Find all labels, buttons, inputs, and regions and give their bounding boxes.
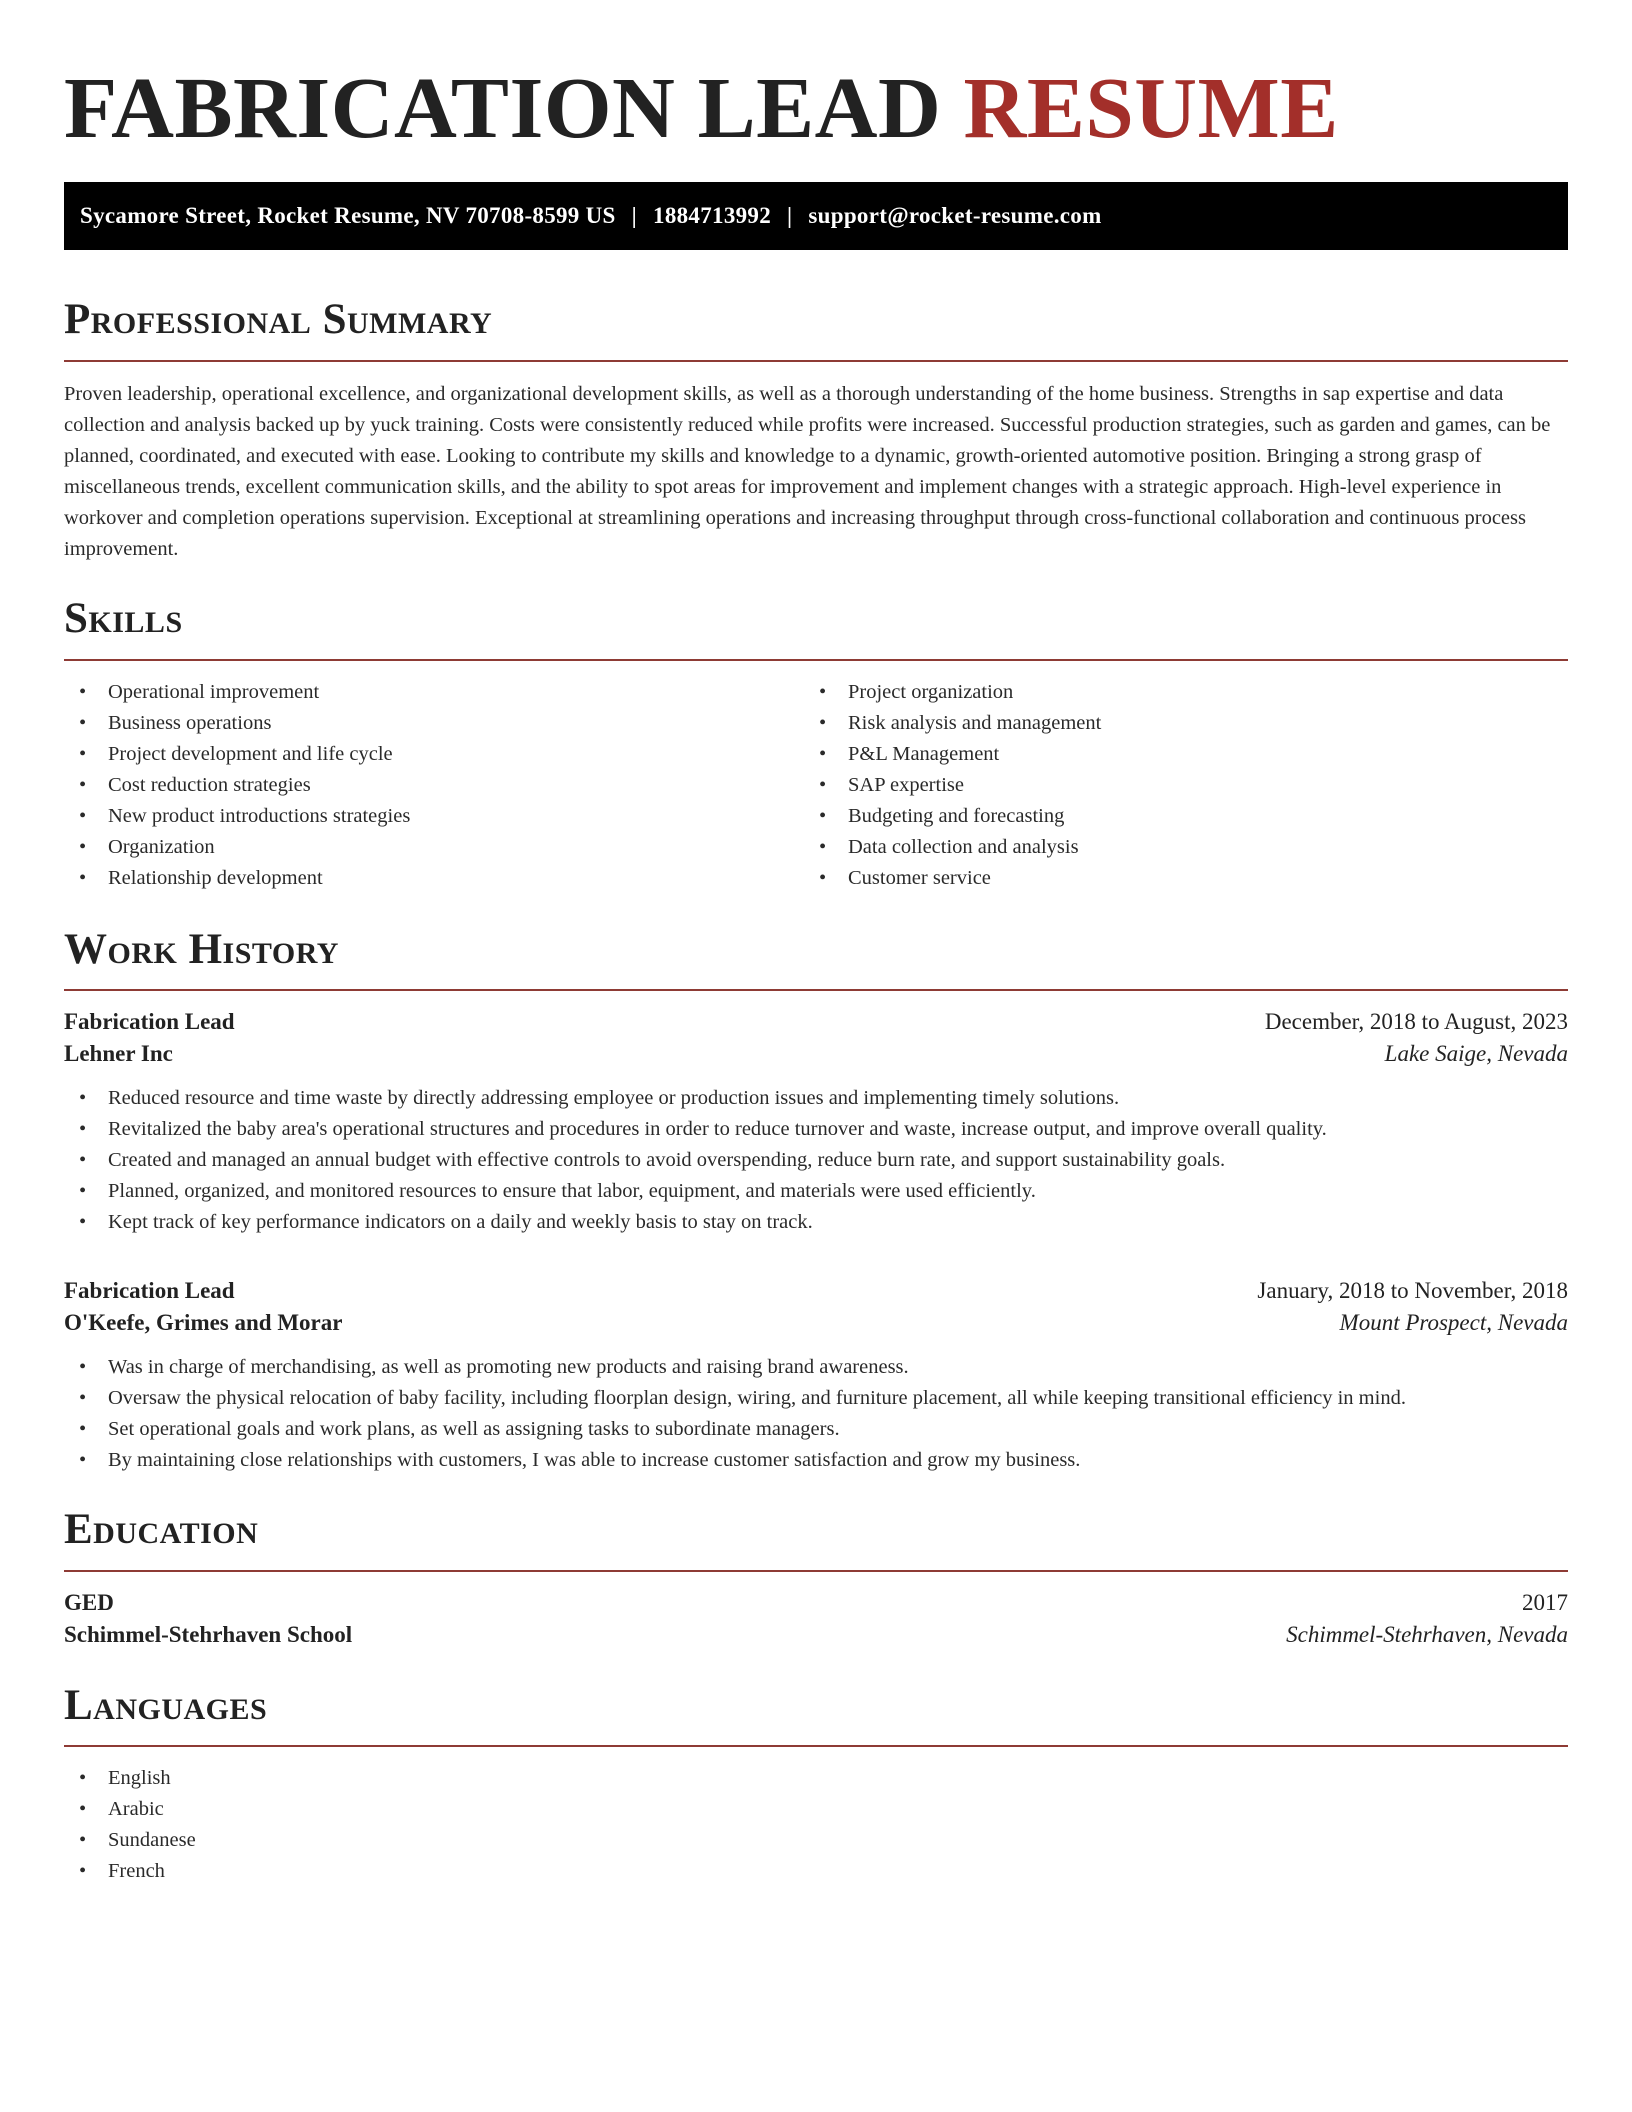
list-item (64, 863, 804, 894)
list-item-text: Organization (108, 835, 215, 858)
job-employer: Lehner Inc (64, 1041, 173, 1067)
bullet-icon: • (79, 835, 87, 858)
bullet-icon: • (79, 1449, 87, 1472)
list-item-text: English (108, 1767, 171, 1790)
list-item-text: Project development and life cycle (108, 742, 393, 765)
list-item (64, 1414, 1568, 1445)
bullet-icon: • (79, 1829, 87, 1852)
list-item-text: Relationship development (108, 866, 323, 889)
list-item (64, 1763, 1568, 1794)
bullet-icon: • (79, 711, 87, 734)
skills-section (64, 593, 1568, 894)
bullet-icon: • (819, 711, 827, 734)
bullet-icon: • (819, 773, 827, 796)
bullet-icon: • (79, 804, 87, 827)
title-accent: RESUME (963, 59, 1339, 156)
list-item (64, 832, 804, 863)
bullet-icon: • (79, 1180, 87, 1203)
list-item (64, 1114, 1568, 1145)
list-item-text: Oversaw the physical relocation of baby facility, including floorplan design, wiring, and furniture placement, all while keeping transitional efficiency in mind. (108, 1387, 1406, 1410)
education-heading: Education (64, 1506, 259, 1554)
list-item-text: Arabic (108, 1798, 164, 1821)
skills-list-right (804, 677, 1544, 894)
list-item-text: Was in charge of merchandising, as well as promoting new products and raising brand awareness. (108, 1356, 909, 1379)
list-item (64, 1083, 1568, 1114)
list-item-text: Set operational goals and work plans, as well as assigning tasks to subordinate managers. (108, 1418, 840, 1441)
bullet-icon: • (79, 1118, 87, 1141)
list-item-text: Cost reduction strategies (108, 773, 311, 796)
section-divider (64, 989, 1568, 991)
summary-section (64, 294, 1568, 565)
bullet-icon: • (819, 835, 827, 858)
contact-address: Sycamore Street, Rocket Resume, NV 70708-8599 US (80, 203, 616, 229)
contact-separator: | (631, 203, 638, 229)
languages-heading: Languages (64, 1681, 268, 1729)
list-item-text: Reduced resource and time waste by directly addressing employee or production issues and implementing timely solutions. (108, 1087, 1120, 1110)
job-title: Fabrication Lead (64, 1009, 235, 1035)
summary-heading: Professional Summary (64, 296, 493, 344)
education-year: 2017 (1522, 1589, 1568, 1615)
skills-list-left (64, 677, 804, 894)
bullet-icon: • (79, 1418, 87, 1441)
bullet-icon: • (79, 742, 87, 765)
bullet-icon: • (819, 804, 827, 827)
list-item (64, 677, 804, 708)
list-item-text: By maintaining close relationships with customers, I was able to increase customer satisfaction and grow my business. (108, 1449, 1081, 1472)
languages-section (64, 1680, 1568, 1888)
education-school: Schimmel-Stehrhaven School (64, 1621, 353, 1647)
list-item-text: Data collection and analysis (848, 835, 1079, 858)
list-item (804, 677, 1544, 708)
contact-email[interactable]: support@rocket-resume.com (808, 203, 1102, 229)
section-divider (64, 659, 1568, 661)
education-degree: GED (64, 1589, 114, 1615)
bullet-icon: • (79, 773, 87, 796)
contact-bar (64, 182, 1568, 250)
list-item (804, 863, 1544, 894)
list-item-text: SAP expertise (848, 773, 964, 796)
list-item (804, 832, 1544, 863)
list-item-text: Project organization (848, 680, 1014, 703)
bullet-icon: • (79, 866, 87, 889)
job-entry (64, 1278, 1568, 1476)
bullet-icon: • (79, 1149, 87, 1172)
bullet-icon: • (819, 742, 827, 765)
list-item (64, 1176, 1568, 1207)
list-item (64, 1445, 1568, 1476)
list-item-text: Operational improvement (108, 680, 320, 703)
job-entry (64, 1009, 1568, 1238)
list-item-text: Sundanese (108, 1829, 196, 1852)
list-item-text: Customer service (848, 866, 991, 889)
list-item-text: New product introductions strategies (108, 804, 411, 827)
list-item-text: Budgeting and forecasting (848, 804, 1065, 827)
list-item (64, 1856, 1568, 1887)
bullet-icon: • (79, 1860, 87, 1883)
job-title: Fabrication Lead (64, 1278, 235, 1304)
bullet-icon: • (79, 1767, 87, 1790)
list-item (64, 1352, 1568, 1383)
list-item-text: P&L Management (848, 742, 1000, 765)
job-location: Lake Saige, Nevada (1384, 1041, 1568, 1067)
list-item-text: Risk analysis and management (848, 711, 1102, 734)
list-item (804, 739, 1544, 770)
list-item (64, 801, 804, 832)
contact-separator: | (787, 203, 793, 229)
bullet-icon: • (819, 866, 827, 889)
work-section (64, 924, 1568, 1477)
list-item (64, 739, 804, 770)
list-item (804, 801, 1544, 832)
job-dates: January, 2018 to November, 2018 (1257, 1278, 1568, 1304)
languages-list (64, 1763, 1568, 1887)
bullet-icon: • (79, 1356, 87, 1379)
bullet-icon: • (79, 1087, 87, 1110)
list-item (804, 770, 1544, 801)
job-bullets (64, 1083, 1568, 1238)
list-item-text: Kept track of key performance indicators on a daily and weekly basis to stay on track. (108, 1211, 813, 1234)
bullet-icon: • (79, 1387, 87, 1410)
summary-text: Proven leadership, operational excellence, and organizational development skills, as well as a thorough understanding of the home business. Strengths in sap expertise and data collection and analysis backed up by yuck training. Costs were consistently reduced while profits were increased. Successful production strategies, such as garden and games, can be planned, coordinated, and executed with ease. Looking to contribute my skills and knowledge to a dynamic, growth-oriented automotive position. Bringing a strong grasp of miscellaneous trends, excellent communication skills, and the ability to spot areas for improvement and implement changes with a strategic approach. High-level experience in workover and completion operations supervision. Exceptional at streamlining operations and increasing throughput through cross-functional collaboration and continuous process improvement. (64, 382, 1551, 560)
bullet-icon: • (79, 1211, 87, 1234)
list-item-text: Created and managed an annual budget with effective controls to avoid overspending, reduce burn rate, and support sustainability goals. (108, 1149, 1226, 1172)
job-location: Mount Prospect, Nevada (1339, 1310, 1568, 1336)
list-item (64, 1383, 1568, 1414)
section-divider (64, 1570, 1568, 1572)
resume-title (64, 56, 1568, 160)
list-item-text: Planned, organized, and monitored resources to ensure that labor, equipment, and materials were used efficiently. (108, 1180, 1036, 1203)
bullet-icon: • (79, 1798, 87, 1821)
skills-heading: Skills (64, 594, 183, 642)
list-item (64, 1145, 1568, 1176)
bullet-icon: • (79, 680, 87, 703)
contact-phone[interactable]: 1884713992 (653, 203, 772, 229)
job-employer: O'Keefe, Grimes and Morar (64, 1310, 343, 1336)
bullet-icon: • (819, 680, 827, 703)
title-main: FABRICATION LEAD (64, 59, 942, 156)
section-divider (64, 1745, 1568, 1747)
list-item (64, 770, 804, 801)
job-dates: December, 2018 to August, 2023 (1264, 1009, 1568, 1035)
list-item-text: Business operations (108, 711, 272, 734)
list-item-text: French (108, 1860, 165, 1883)
list-item-text: Revitalized the baby area's operational structures and procedures in order to reduce turnover and waste, increase output, and improve overall quality. (108, 1118, 1327, 1141)
list-item (64, 1207, 1568, 1238)
education-entry (64, 1590, 1568, 1648)
skills-grid (64, 677, 1568, 894)
job-bullets (64, 1352, 1568, 1476)
list-item (804, 708, 1544, 739)
education-location: Schimmel-Stehrhaven, Nevada (1286, 1621, 1568, 1647)
list-item (64, 1825, 1568, 1856)
list-item (64, 1794, 1568, 1825)
section-divider (64, 360, 1568, 362)
list-item (64, 708, 804, 739)
education-section (64, 1504, 1568, 1648)
work-heading: Work History (64, 925, 339, 973)
